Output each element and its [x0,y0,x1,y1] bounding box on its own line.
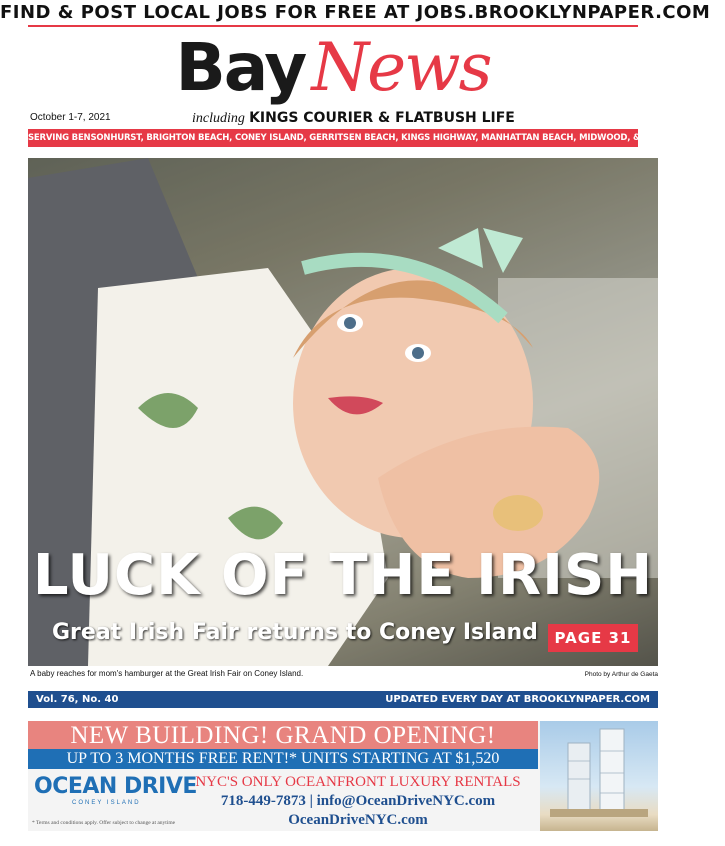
volume-bar [28,691,658,708]
ad-building-image [540,721,658,831]
including-word: including [192,111,245,126]
ad-banner-headline: NEW BUILDING! GRAND OPENING! [28,721,538,749]
photo-caption: A baby reaches for mom's hamburger at the Great Irish Fair on Coney Island. [30,669,304,678]
cover-subhead: Great Irish Fair returns to Coney Island [52,620,538,645]
masthead-news: News [311,29,491,106]
including-publications: KINGS COURIER & FLATBUSH LIFE [249,110,515,126]
including-line [192,109,515,127]
ad-logo: OCEAN DRIVE [34,774,197,799]
ad-logo-subtitle: CONEY ISLAND [72,800,141,806]
volume-number: Vol. 76, No. 40 [36,694,119,705]
top-rule [28,25,638,27]
updated-daily-link[interactable]: UPDATED EVERY DAY AT BROOKLYNPAPER.COM [385,694,650,705]
masthead-bay: Bay [175,29,306,106]
jobs-promo-line [0,0,711,26]
issue-date: October 1-7, 2021 [30,112,111,123]
ad-website[interactable]: OceanDriveNYC.com [288,812,428,828]
ocean-drive-advertisement[interactable] [28,721,658,831]
building-icon [540,721,658,831]
page-reference-badge[interactable]: PAGE 31 [548,624,638,652]
ad-details [178,773,538,830]
cover-photo [28,158,658,666]
masthead-logo [0,28,666,108]
photo-credit: Photo by Arthur de Gaeta [584,671,658,678]
ad-offer-line: UP TO 3 MONTHS FREE RENT!* UNITS STARTING AT $1,520 [28,749,538,769]
cover-headline: LUCK OF THE IRISH [32,543,654,608]
jobs-promo-url[interactable]: JOBS.BROOKLYNPAPER.COM [416,2,711,23]
jobs-promo-text: FIND & POST LOCAL JOBS FOR FREE AT [0,2,417,23]
ad-terms: * Terms and conditions apply. Offer subject to change at anytime [32,820,176,826]
serving-neighborhoods-bar: SERVING BENSONHURST, BRIGHTON BEACH, CONEY ISLAND, GERRITSEN BEACH, KINGS HIGHWAY, MANHATTAN BEACH, MIDWOOD, & SHEEPSHEAD BAY [28,129,638,147]
ad-contact[interactable]: 718-449-7873 | info@OceanDriveNYC.com [220,793,496,809]
ad-tagline: NYC'S ONLY OCEANFRONT LUXURY RENTALS [195,774,521,790]
